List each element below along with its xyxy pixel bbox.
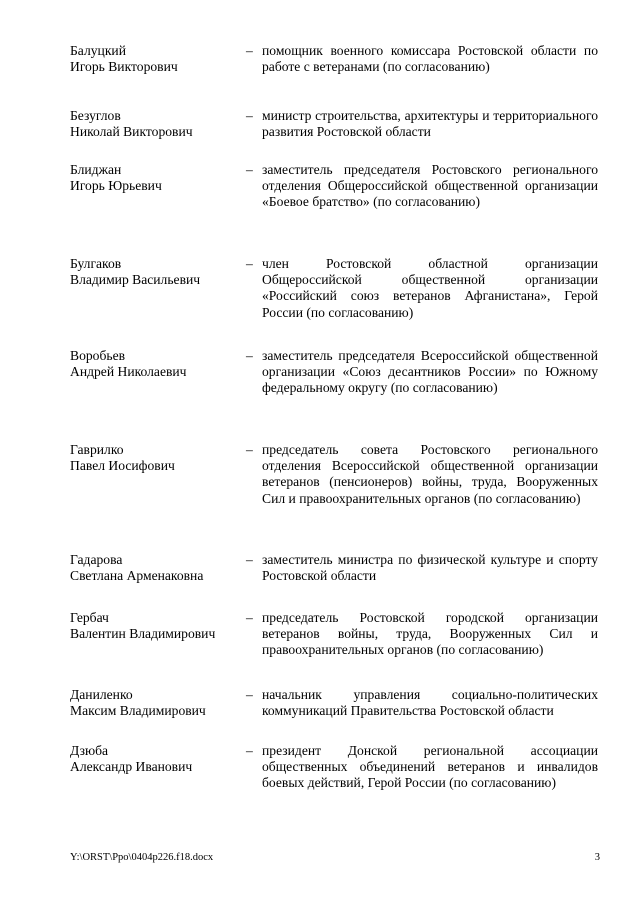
member-name [70,108,240,140]
dash-separator: – [246,743,253,758]
member-name [70,256,240,288]
member-position: председатель совета Ростовского регионального отделения Всероссийской общественной организации ветеранов (пенсионеров) войны, труда, Вооруженных Сил и правоохранительных органов (по согласованию) [262,442,598,506]
dash-separator: – [246,610,253,625]
member-given-names: Игорь Викторович [70,59,178,75]
member-surname: Гербач [70,610,109,625]
member-given-names: Светлана Арменаковна [70,568,204,584]
member-surname: Гаврилко [70,442,124,457]
dash-separator: – [246,552,253,567]
member-surname: Безуглов [70,108,121,123]
member-name [70,743,240,775]
member-given-names: Николай Викторович [70,124,193,140]
member-position: заместитель председателя Всероссийской общественной организации «Союз десантников России» по Южному федеральному округу (по согласованию) [262,348,598,396]
list-item [70,162,598,256]
list-item [70,442,598,552]
dash-separator: – [246,442,253,457]
member-name [70,610,240,642]
member-given-names: Максим Владимирович [70,703,206,719]
list-item [70,552,598,610]
member-given-names: Павел Иосифович [70,458,175,474]
member-position: заместитель председателя Ростовского регионального отделения Общероссийской общественной организации «Боевое братство» (по согласованию) [262,162,598,210]
dash-separator: – [246,348,253,363]
list-item [70,743,598,823]
list-item [70,108,598,162]
member-name [70,687,240,719]
member-surname: Гадарова [70,552,123,567]
list-item [70,610,598,687]
member-given-names: Валентин Владимирович [70,626,216,642]
member-given-names: Андрей Николаевич [70,364,187,380]
member-name [70,43,240,75]
member-surname: Дзюба [70,743,109,758]
member-position: член Ростовской областной организации Общероссийской общественной организации «Российский союз ветеранов Афганистана», Герой России (по согласованию) [262,256,598,320]
member-name [70,162,240,194]
member-given-names: Александр Иванович [70,759,193,775]
member-name [70,348,240,380]
member-position: заместитель министра по физической культуре и спорту Ростовской области [262,552,598,584]
dash-separator: – [246,256,253,271]
list-item [70,43,598,108]
member-name [70,552,240,584]
member-position: министр строительства, архитектуры и территориального развития Ростовской области [262,108,598,140]
member-surname: Булгаков [70,256,122,271]
member-position: президент Донской региональной ассоциации общественных объединений ветеранов и инвалидов боевых действий, Герой России (по согласованию) [262,743,598,791]
list-item [70,256,598,348]
member-position: помощник военного комиссара Ростовской области по работе с ветеранами (по согласованию) [262,43,598,75]
member-surname: Балуцкий [70,43,126,58]
member-surname: Блиджан [70,162,122,177]
list-item [70,348,598,442]
member-name [70,442,240,474]
page-number: 3 [594,852,600,863]
member-position: начальник управления социально-политических коммуникаций Правительства Ростовской области [262,687,598,719]
member-given-names: Игорь Юрьевич [70,178,162,194]
dash-separator: – [246,43,253,58]
member-surname: Даниленко [70,687,133,702]
file-path: Y:\ORST\Ppo\0404p226.f18.docx [70,852,214,863]
member-position: председатель Ростовской городской организации ветеранов войны, труда, Вооруженных Сил и правоохранительных органов (по согласованию) [262,610,598,658]
dash-separator: – [246,687,253,702]
dash-separator: – [246,108,253,123]
member-surname: Воробьев [70,348,126,363]
dash-separator: – [246,162,253,177]
list-item [70,687,598,743]
member-given-names: Владимир Васильевич [70,272,201,288]
member-list [70,43,598,823]
